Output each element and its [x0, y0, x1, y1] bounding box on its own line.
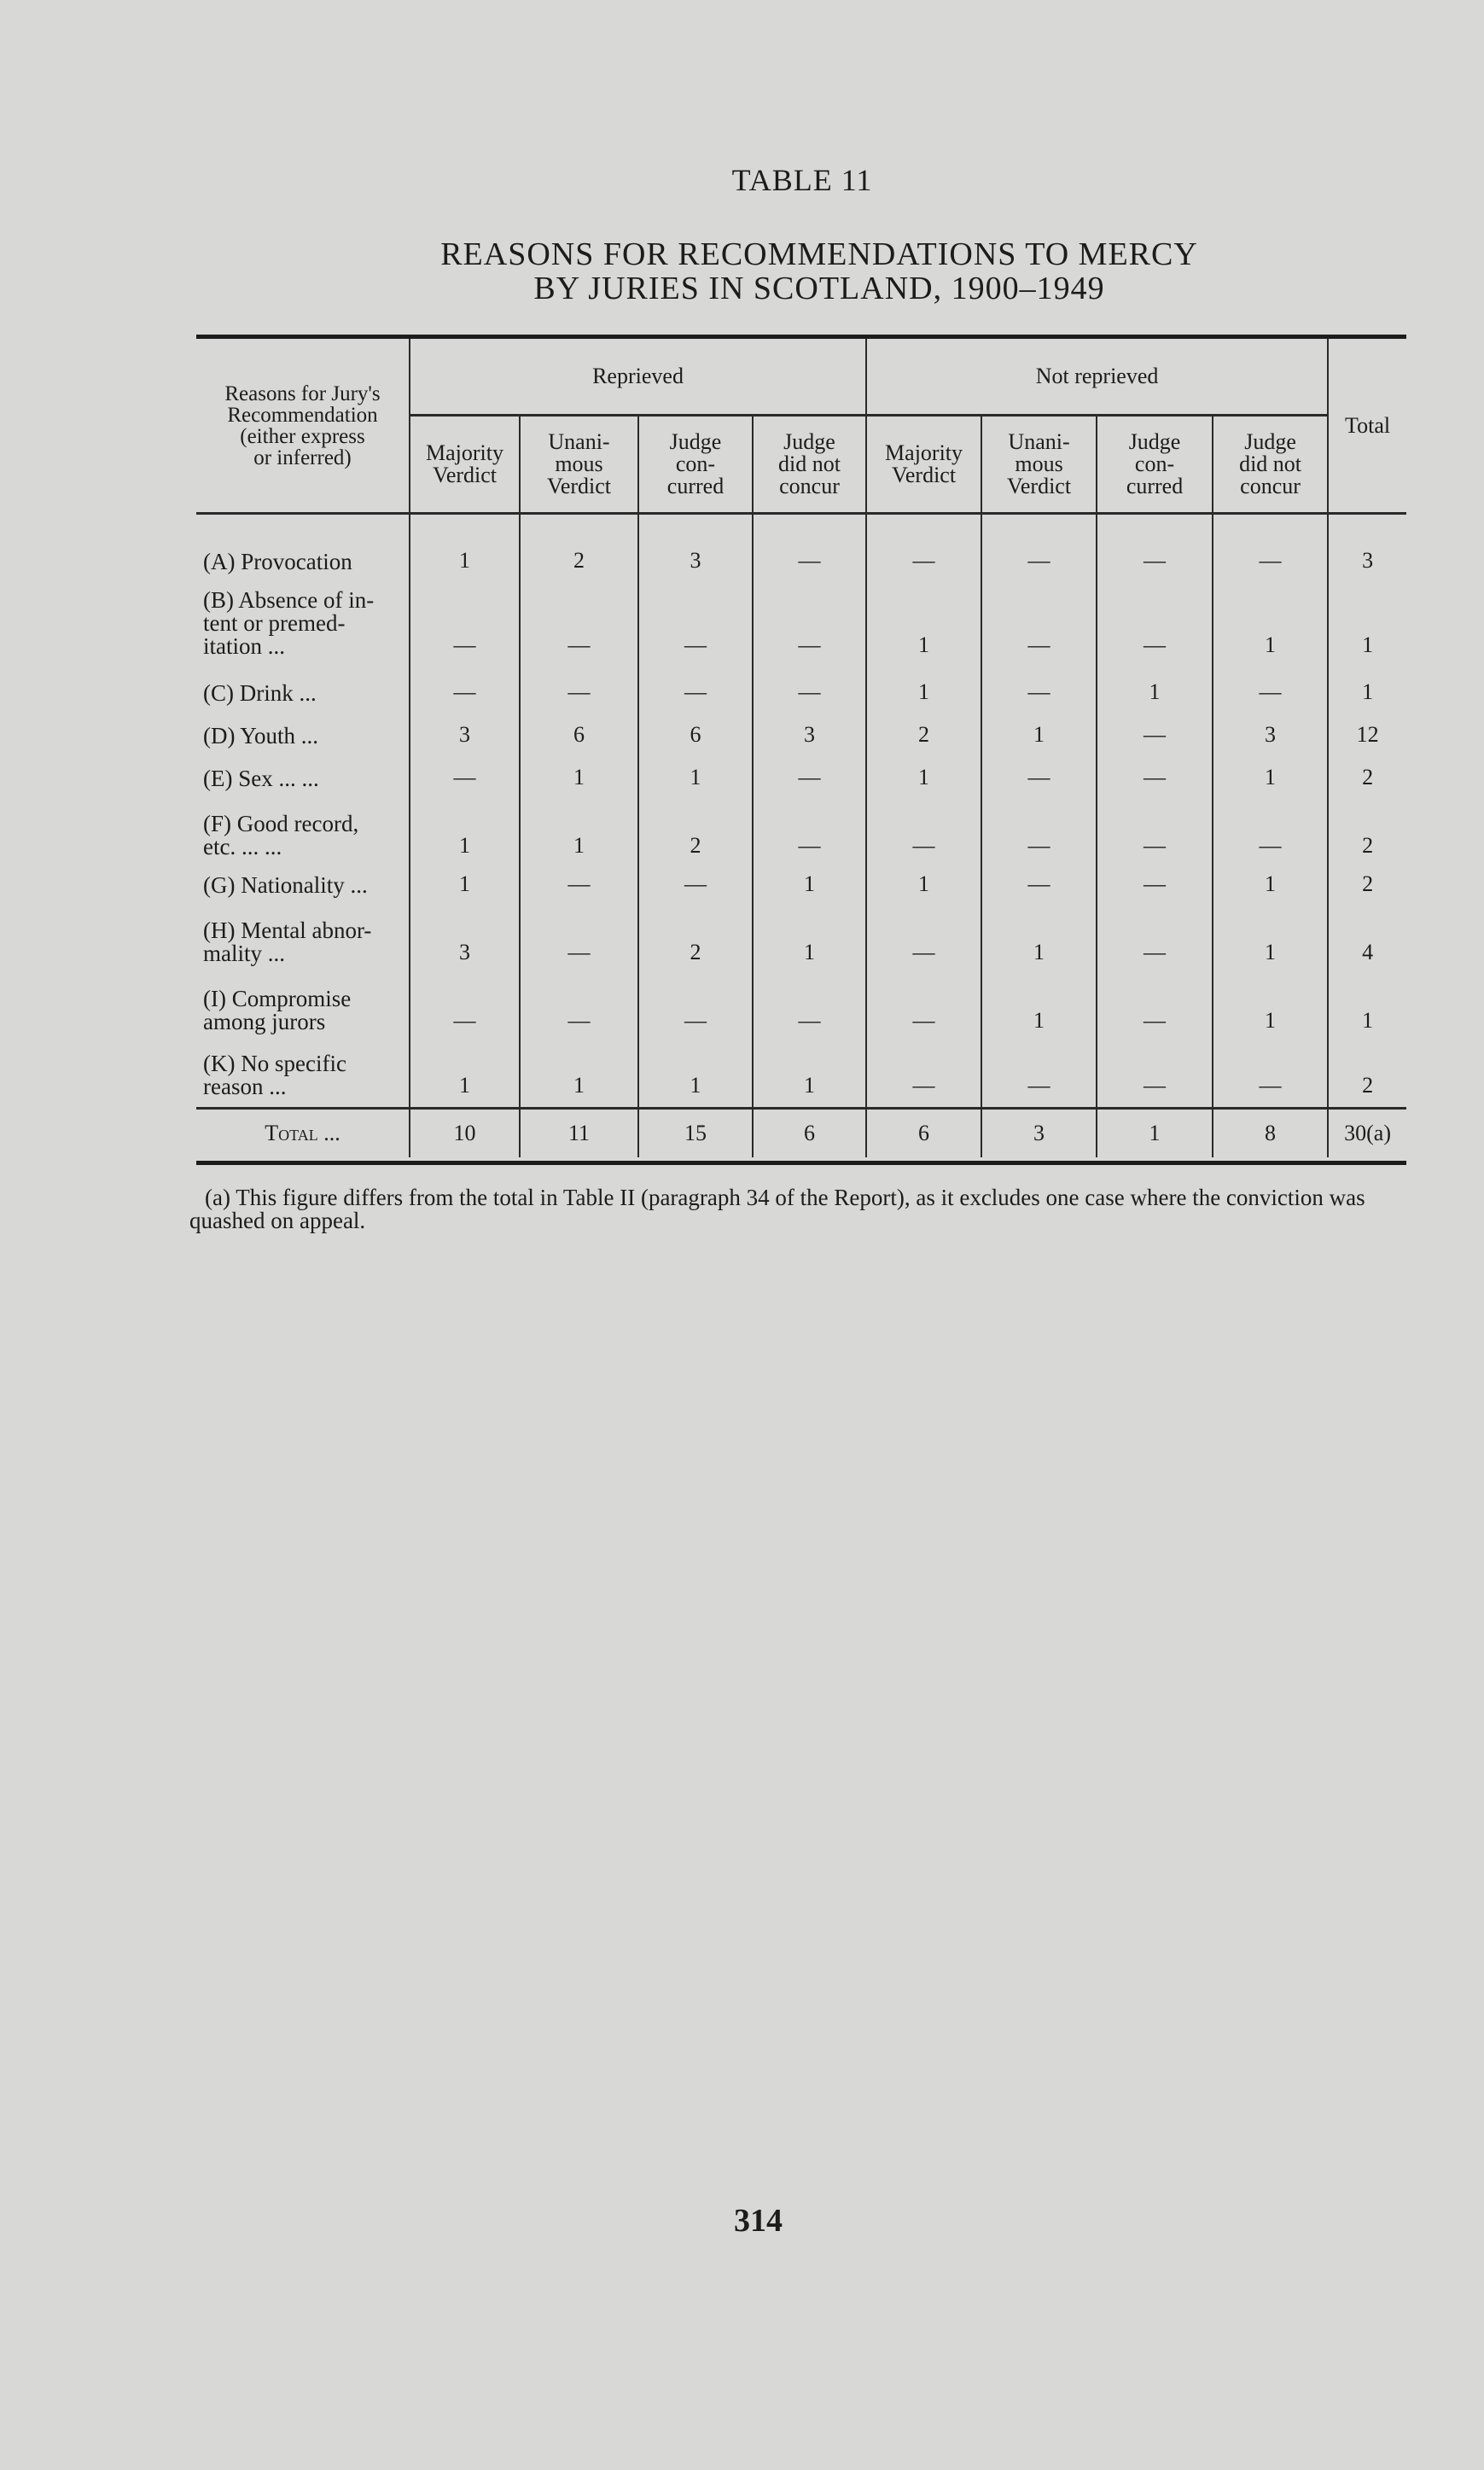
bottom-rule	[196, 1161, 1406, 1165]
table-cell: 1	[410, 1042, 520, 1109]
table-cell: —	[520, 906, 638, 974]
table-cell: 1	[410, 799, 520, 867]
table-row	[196, 974, 1406, 1042]
table-cell: 2	[866, 714, 981, 756]
table-cell: 1	[1328, 974, 1406, 1042]
table-cell: —	[753, 756, 866, 799]
table-cell: —	[866, 974, 981, 1042]
total-header: Total	[1328, 339, 1406, 514]
table-cell: —	[866, 514, 981, 582]
total-cell: 11	[520, 1109, 638, 1158]
table-cell: 1	[638, 756, 753, 799]
table-cell: —	[981, 867, 1097, 906]
table-cell: 3	[638, 514, 753, 582]
table-cell: 1	[638, 1042, 753, 1109]
table-cell: 2	[1328, 799, 1406, 867]
total-label: Total ...	[196, 1109, 410, 1158]
table-cell: 6	[520, 714, 638, 756]
table-cell: —	[981, 582, 1097, 667]
table-cell: 1	[1213, 867, 1328, 906]
subcolumn-header: Unani- mous Verdict	[981, 416, 1097, 514]
table-cell: 2	[1328, 1042, 1406, 1109]
total-cell: 6	[866, 1109, 981, 1158]
row-label: (B) Absence of in- tent or premed- itation ...	[203, 586, 375, 659]
table-cell: —	[753, 974, 866, 1042]
table-cell: 1	[410, 867, 520, 906]
table-cell: 1	[1213, 974, 1328, 1042]
mercy-table	[196, 335, 1406, 1165]
row-label: (K) No specific reason ...	[203, 1051, 346, 1099]
table-cell: —	[1097, 514, 1213, 582]
table-cell: 1	[981, 906, 1097, 974]
table-cell: 1	[981, 714, 1097, 756]
subcolumn-header: Majority Verdict	[410, 416, 520, 514]
table-cell: —	[981, 799, 1097, 867]
table-cell: —	[1213, 799, 1328, 867]
table-cell: 6	[638, 714, 753, 756]
table-cell: —	[866, 1042, 981, 1109]
row-label: (D) Youth ...	[203, 722, 319, 749]
table-cell: —	[638, 867, 753, 906]
total-cell: 30(a)	[1328, 1109, 1406, 1158]
table-cell: 1	[866, 667, 981, 714]
total-cell: 6	[753, 1109, 866, 1158]
table-cell: 1	[753, 906, 866, 974]
table-cell: 1	[520, 756, 638, 799]
table-cell: 2	[638, 799, 753, 867]
table-cell: 1	[866, 867, 981, 906]
table-cell: —	[1097, 756, 1213, 799]
row-label: (F) Good record, etc. ... ...	[203, 810, 359, 859]
table-row	[196, 667, 1406, 714]
table-cell: —	[981, 1042, 1097, 1109]
subcolumn-header: Majority Verdict	[866, 416, 981, 514]
table-cell: —	[981, 756, 1097, 799]
table-cell: —	[520, 667, 638, 714]
table-cell: —	[981, 514, 1097, 582]
table-row	[196, 714, 1406, 756]
total-row	[196, 1109, 1406, 1158]
table-cell: 1	[1213, 756, 1328, 799]
table-cell: 2	[1328, 756, 1406, 799]
table-cell: 1	[1097, 667, 1213, 714]
table-row	[196, 582, 1406, 667]
table-cell: —	[410, 582, 520, 667]
table-heading	[0, 237, 1484, 306]
table-cell: 3	[1328, 514, 1406, 582]
table-cell: —	[410, 667, 520, 714]
table-cell: 3	[753, 714, 866, 756]
footnote: (a) This figure differs from the total in Table II (paragraph 34 of the Report), as it excludes one case where the conviction was quashed on appeal.	[189, 1185, 1365, 1233]
row-label: (H) Mental abnor- mality ...	[203, 917, 372, 966]
table-row	[196, 799, 1406, 867]
subcolumn-header: Unani- mous Verdict	[520, 416, 638, 514]
subcolumn-header: Judge con- curred	[638, 416, 753, 514]
table-cell: 1	[866, 756, 981, 799]
table-cell: 1	[410, 514, 520, 582]
row-label: (C) Drink ...	[203, 679, 317, 706]
table-cell: —	[1097, 1042, 1213, 1109]
row-label: (E) Sex ... ...	[203, 765, 319, 791]
table-cell: 2	[520, 514, 638, 582]
table-cell: —	[981, 667, 1097, 714]
group-reprieved: Reprieved	[410, 339, 866, 416]
table-cell: —	[638, 582, 753, 667]
table-cell: —	[1097, 799, 1213, 867]
table-cell: 1	[520, 799, 638, 867]
subcolumn-header: Judge con- curred	[1097, 416, 1213, 514]
total-cell: 3	[981, 1109, 1097, 1158]
table-row	[196, 514, 1406, 582]
total-cell: 10	[410, 1109, 520, 1158]
table-cell: —	[753, 667, 866, 714]
total-cell: 8	[1213, 1109, 1328, 1158]
table-cell: —	[1213, 514, 1328, 582]
table-cell: —	[410, 974, 520, 1042]
row-label: (G) Nationality ...	[203, 871, 368, 898]
total-cell: 1	[1097, 1109, 1213, 1158]
row-header: Reasons for Jury's Recommendation (either express or inferred)	[196, 339, 410, 514]
heading-line-2: BY JURIES IN SCOTLAND, 1900–1949	[533, 271, 1105, 306]
table-cell: —	[866, 906, 981, 974]
table-cell: —	[866, 799, 981, 867]
table-cell: —	[1097, 867, 1213, 906]
row-label: (I) Compromise among jurors	[203, 985, 352, 1034]
table-cell: —	[753, 514, 866, 582]
table-cell: 3	[410, 906, 520, 974]
table-cell: 1	[1328, 667, 1406, 714]
table-cell: 2	[638, 906, 753, 974]
table-cell: —	[410, 756, 520, 799]
subcolumn-header: Judge did not concur	[753, 416, 866, 514]
table-cell: 2	[1328, 867, 1406, 906]
table-row	[196, 867, 1406, 906]
table-title: TABLE 11	[731, 163, 873, 197]
table-cell: 1	[1213, 582, 1328, 667]
table-cell: —	[1097, 974, 1213, 1042]
table-cell: 1	[1328, 582, 1406, 667]
table-cell: 1	[866, 582, 981, 667]
table-cell: —	[753, 799, 866, 867]
total-cell: 15	[638, 1109, 753, 1158]
table-cell: 1	[753, 867, 866, 906]
table-cell: 1	[753, 1042, 866, 1109]
page-number: 314	[734, 2203, 783, 2239]
table-cell: 12	[1328, 714, 1406, 756]
table-cell: 4	[1328, 906, 1406, 974]
row-label: (A) Provocation	[203, 548, 352, 574]
table-cell: —	[1097, 582, 1213, 667]
table-row	[196, 906, 1406, 974]
table-cell: 3	[1213, 714, 1328, 756]
table-row	[196, 756, 1406, 799]
table-cell: —	[638, 667, 753, 714]
table-cell: 1	[1213, 906, 1328, 974]
table-cell: —	[638, 974, 753, 1042]
table-cell: 1	[520, 1042, 638, 1109]
table-cell: —	[753, 582, 866, 667]
table-cell: —	[1097, 714, 1213, 756]
table-cell: —	[520, 974, 638, 1042]
table-cell: 1	[981, 974, 1097, 1042]
table-cell: —	[1213, 667, 1328, 714]
subcolumn-header: Judge did not concur	[1213, 416, 1328, 514]
heading-line-1: REASONS FOR RECOMMENDATIONS TO MERCY	[440, 236, 1198, 272]
table-cell: —	[520, 582, 638, 667]
table-cell: —	[520, 867, 638, 906]
table-cell: —	[1213, 1042, 1328, 1109]
table-cell: 3	[410, 714, 520, 756]
group-not-reprieved: Not reprieved	[866, 339, 1328, 416]
table-cell: —	[1097, 906, 1213, 974]
table-row	[196, 1042, 1406, 1109]
